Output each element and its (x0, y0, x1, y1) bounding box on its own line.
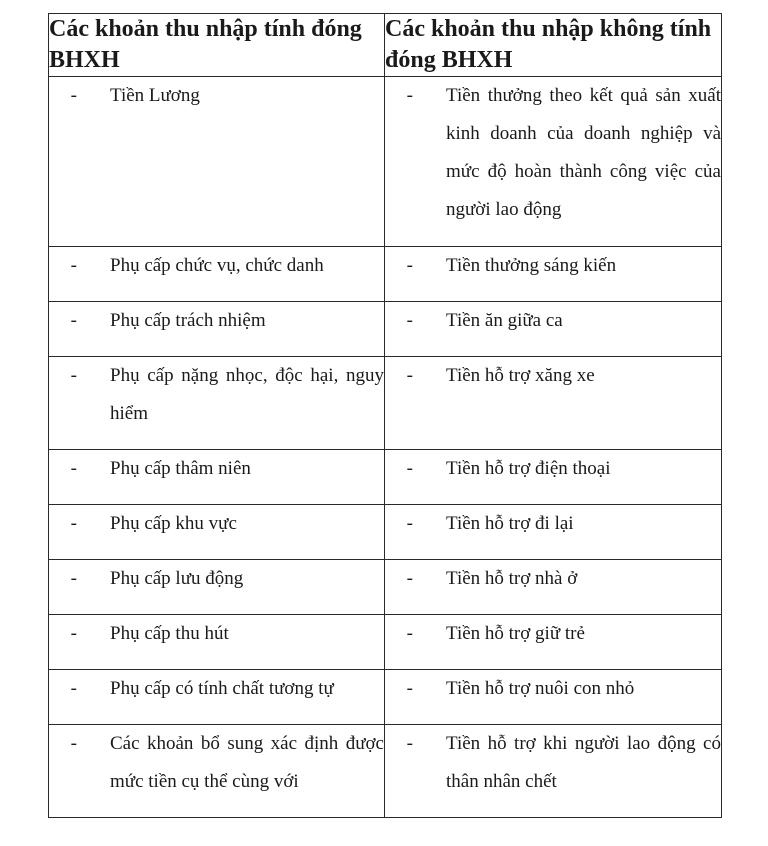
item-text: Tiền hỗ trợ khi người lao động có thân nhân chết (446, 733, 721, 792)
table-row (49, 450, 722, 505)
item-text: Tiền ăn giữa ca (446, 310, 563, 331)
table-row (49, 615, 722, 670)
excluded-item (385, 615, 722, 670)
item-text: Tiền hỗ trợ xăng xe (446, 365, 595, 386)
header-row (49, 14, 722, 77)
bullet-dash: - (70, 255, 77, 276)
included-item (49, 725, 385, 818)
table-row (49, 505, 722, 560)
bullet-dash: - (70, 513, 77, 534)
bullet-dash: - (70, 310, 77, 331)
table-row (49, 247, 722, 302)
bullet-dash: - (406, 568, 413, 589)
bullet-dash: - (70, 365, 77, 386)
bhxh-income-table (48, 13, 722, 818)
item-text: Phụ cấp trách nhiệm (110, 310, 266, 331)
item-text: Tiền hỗ trợ giữ trẻ (446, 623, 585, 644)
included-item (49, 560, 385, 615)
bullet-dash: - (406, 513, 413, 534)
item-text: Các khoản bổ sung xác định được mức tiền cụ thể cùng với (110, 733, 384, 792)
table-row (49, 302, 722, 357)
included-item (49, 670, 385, 725)
included-item (49, 357, 385, 450)
item-text: Tiền hỗ trợ nhà ở (446, 568, 578, 589)
item-text: Phụ cấp khu vực (110, 513, 237, 534)
included-item (49, 505, 385, 560)
bullet-dash: - (406, 310, 413, 331)
bullet-dash: - (406, 458, 413, 479)
included-item (49, 302, 385, 357)
table-row (49, 357, 722, 450)
item-text: Phụ cấp nặng nhọc, độc hại, nguy hiểm (110, 365, 384, 424)
item-text: Phụ cấp có tính chất tương tự (110, 678, 334, 699)
included-item (49, 615, 385, 670)
header-excluded-income: Các khoản thu nhập không tính đóng BHXH (385, 14, 722, 77)
header-included-income: Các khoản thu nhập tính đóng BHXH (49, 14, 385, 77)
excluded-item (385, 302, 722, 357)
item-text: Tiền hỗ trợ điện thoại (446, 458, 611, 479)
item-text: Phụ cấp chức vụ, chức danh (110, 255, 324, 276)
item-text: Tiền thưởng theo kết quả sản xuất kinh doanh của doanh nghiệp và mức độ hoàn thành công việc của người lao động (446, 85, 721, 220)
item-text: Phụ cấp thâm niên (110, 458, 251, 479)
excluded-item (385, 505, 722, 560)
item-text: Phụ cấp lưu động (110, 568, 244, 589)
bullet-dash: - (70, 458, 77, 479)
excluded-item (385, 560, 722, 615)
included-item (49, 450, 385, 505)
bullet-dash: - (406, 365, 413, 386)
bullet-dash: - (406, 623, 413, 644)
bullet-dash: - (406, 733, 413, 754)
bullet-dash: - (70, 85, 77, 106)
table-row (49, 560, 722, 615)
included-item (49, 247, 385, 302)
bullet-dash: - (70, 568, 77, 589)
excluded-item (385, 357, 722, 450)
excluded-item (385, 450, 722, 505)
bullet-dash: - (406, 678, 413, 699)
table-row (49, 77, 722, 247)
table-row (49, 670, 722, 725)
bullet-dash: - (70, 678, 77, 699)
excluded-item (385, 670, 722, 725)
item-text: Tiền thưởng sáng kiến (446, 255, 617, 276)
item-text: Tiền hỗ trợ nuôi con nhỏ (446, 678, 635, 699)
excluded-item (385, 247, 722, 302)
item-text: Tiền Lương (110, 85, 200, 106)
included-item (49, 77, 385, 247)
item-text: Phụ cấp thu hút (110, 623, 229, 644)
bullet-dash: - (406, 255, 413, 276)
bullet-dash: - (70, 733, 77, 754)
item-text: Tiền hỗ trợ đi lại (446, 513, 574, 534)
bullet-dash: - (70, 623, 77, 644)
table-row (49, 725, 722, 818)
bullet-dash: - (406, 85, 413, 106)
excluded-item (385, 77, 722, 247)
excluded-item (385, 725, 722, 818)
